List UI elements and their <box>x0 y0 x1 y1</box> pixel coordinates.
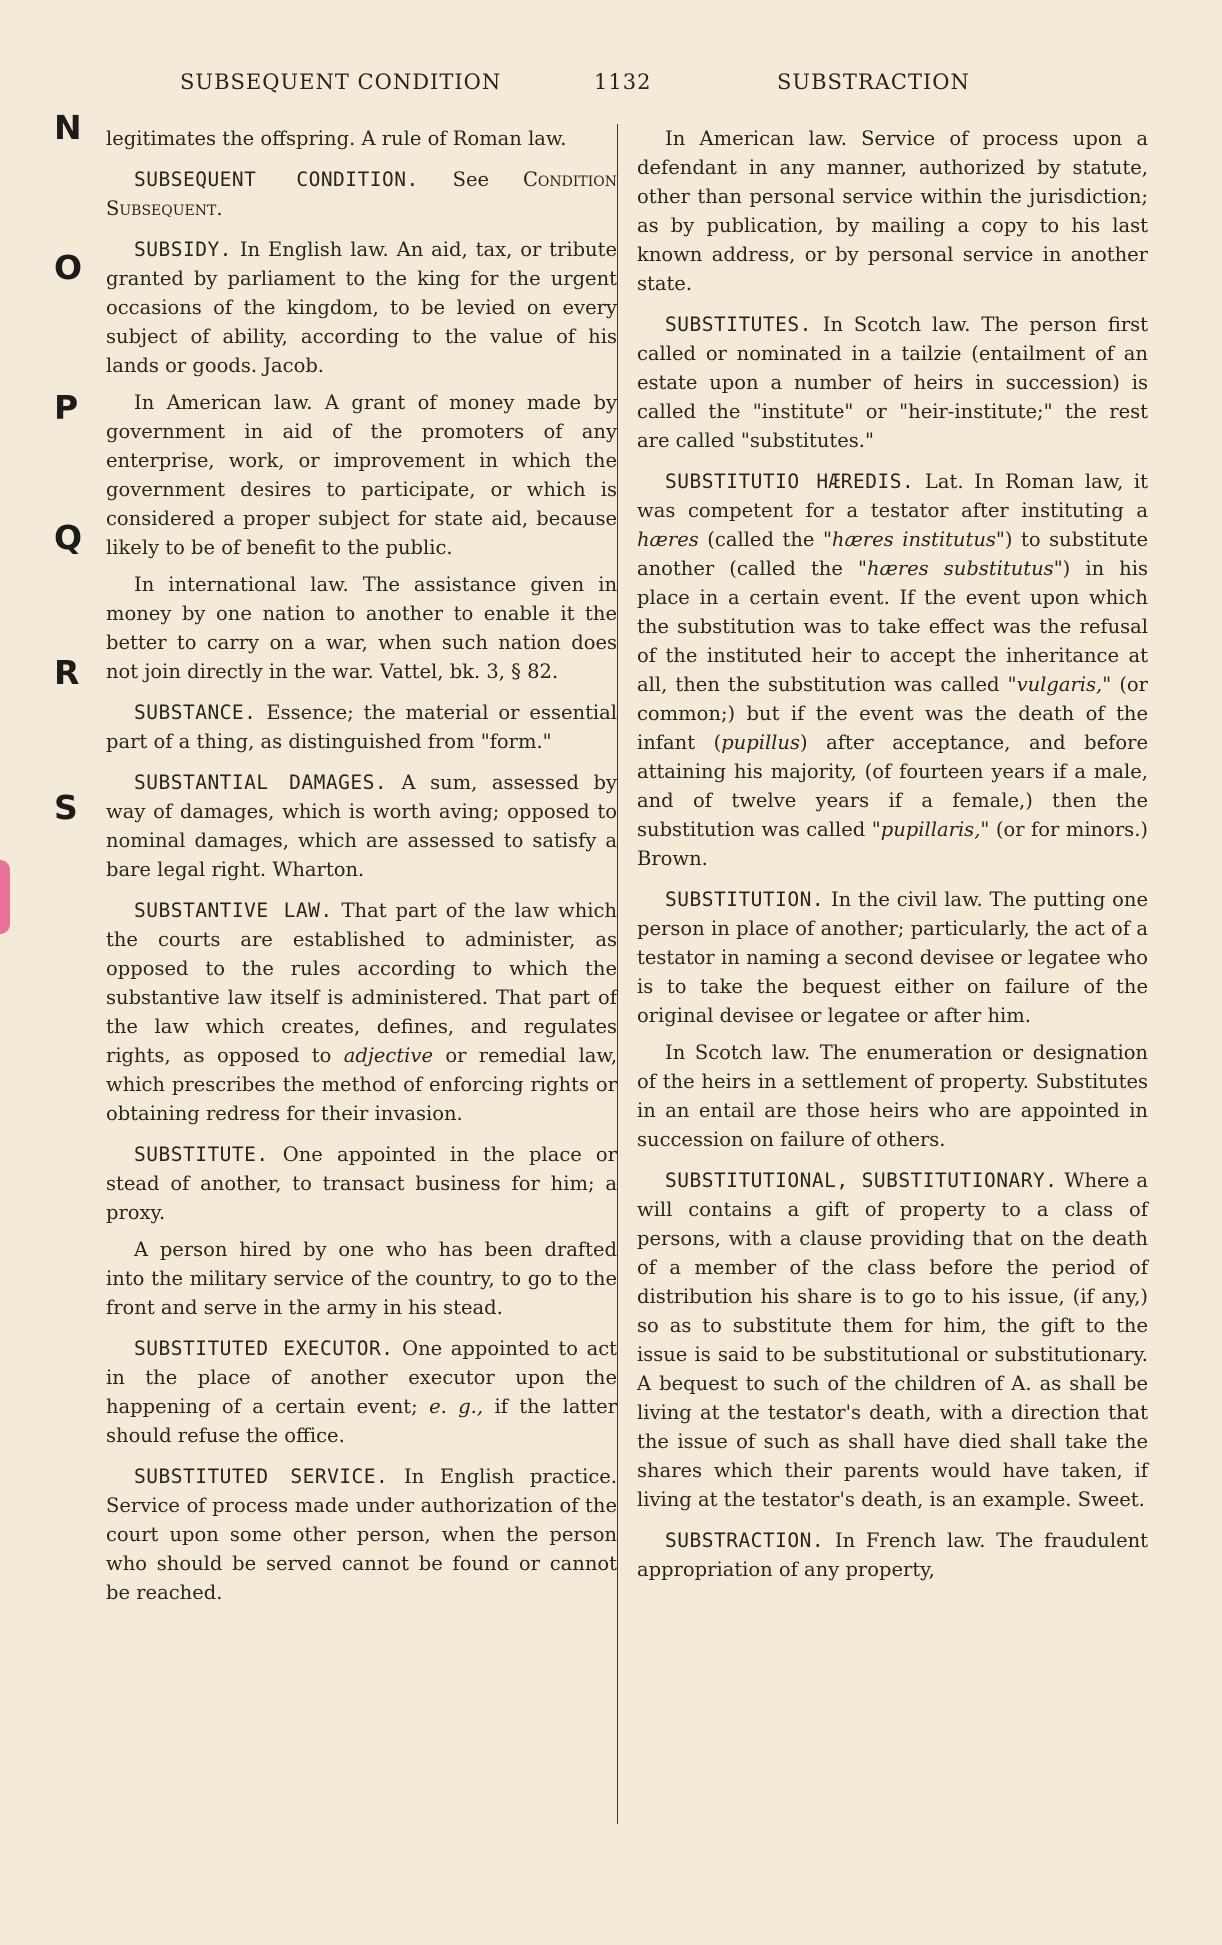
headword: SUBSTRACTION. <box>665 1529 825 1552</box>
continuation-text: legitimates the offspring. A rule of Roman law. <box>106 127 567 150</box>
italic-term: e. g., <box>429 1395 484 1418</box>
right-column <box>637 124 1148 1592</box>
running-head-right: SUBSTRACTION <box>777 70 970 94</box>
running-head-left: SUBSEQUENT CONDITION <box>180 70 502 94</box>
entry-substantive-law <box>106 896 617 1128</box>
italic-term: pupillaris, <box>880 818 981 841</box>
entry-substantial-damages <box>106 768 617 884</box>
definition-text: Where a will contains a gift of property to a class of persons, with a clause providing that on the death of a member of the class before the period of distribution his share is to go to his issue, (if any,) so as to substitute them for him, the gift to the issue is said to be substitutional or substitutionary. A bequest to such of the children of A. as shall be living at the testator's death, with a direction that the issue of such as shall have died shall take the shares which their parents would have taken, if living at the testator's death, is an example. Sweet. <box>637 1169 1149 1511</box>
headword: SUBSTANTIVE LAW. <box>134 899 333 922</box>
definition-text: In Scotch law. The enumeration or designation of the heirs in a settlement of property. Substitutes in an entail are those heirs who are appointed in succession on failure of others. <box>637 1041 1148 1151</box>
definition-text: " (or common;) but if the event was the death of the infant ( <box>637 673 1148 754</box>
running-head <box>0 66 1222 106</box>
headword: SUBSTITUTIONAL, SUBSTITUTIONARY. <box>665 1169 1058 1192</box>
headword: SUBSTITUTED SERVICE. <box>134 1465 389 1488</box>
thumb-index-letter-p[interactable]: P <box>54 388 79 427</box>
thumb-index <box>46 108 96 868</box>
entry-substraction <box>637 1526 1148 1584</box>
definition-text: In English law. An aid, tax, or tribute granted by parliament to the king for the urgent occasions of the kingdom, to be levied on every subject of ability, according to the value of his lands or goods. Jacob. <box>106 238 617 377</box>
entry-substance <box>106 698 617 756</box>
definition-text: Essence; the material or essential part of a thing, as distinguished from "form." <box>106 701 618 753</box>
definition-text: That part of the law which the courts are established to administer, as opposed to the rules according to which the substantive law itself is administered. That part of the law which creates, defines, and regulates rights, as opposed to <box>106 899 617 1067</box>
italic-term: pupillus <box>721 731 800 754</box>
entry-substituted-executor <box>106 1334 617 1450</box>
definition-text: A person hired by one who has been drafted into the military service of the country, to go to the front and serve in the army in his stead. <box>106 1238 617 1319</box>
definition-text: In English practice. Service of process made under authorization of the court upon some other person, when the person who should be served cannot be found or cannot be reached. <box>106 1465 617 1604</box>
entry-substitute <box>106 1140 617 1322</box>
definition-text: or remedial law, which prescribes the method of enforcing rights or obtaining redress for their invasion. <box>106 1044 618 1125</box>
headword: SUBSTANCE. <box>134 701 257 724</box>
entry-substitutes <box>637 310 1148 455</box>
entry-subsidy <box>106 235 617 686</box>
definition-text: One appointed to act in the place of another executor upon the happening of a certain event; <box>106 1337 617 1418</box>
see-label: See <box>452 168 490 191</box>
continuation-text: In American law. Service of process upon a defendant in any manner, authorized by statute, other than personal service within the jurisdiction; as by publication, by mailing a copy to his last known address, or by personal service in another state. <box>637 127 1148 295</box>
thumb-index-letter-s[interactable]: S <box>54 788 78 827</box>
thumb-index-letter-o[interactable]: O <box>54 248 83 287</box>
definition-text: " (or for minors.) Brown. <box>637 818 1148 870</box>
thumb-index-letter-q[interactable]: Q <box>54 518 83 557</box>
headword: SUBSEQUENT CONDITION. <box>134 168 419 191</box>
page-edge-tab <box>0 860 10 934</box>
headword: SUBSTITUTE. <box>134 1143 269 1166</box>
definition-text: A sum, assessed by way of damages, which is worth aving; opposed to nominal damages, which are assessed to satisfy a bare legal right. Wharton. <box>106 771 617 881</box>
italic-term: hæres <box>637 528 699 551</box>
definition-text: In American law. A grant of money made by government in aid of the promoters of any enterprise, work, or improvement in which the government desires to participate, or which is considered a proper subject for state aid, because likely to be of benefit to the public. <box>106 391 617 559</box>
entry-substitution <box>637 885 1148 1154</box>
headword: SUBSTITUTION. <box>665 888 825 911</box>
headword: SUBSIDY. <box>134 238 232 261</box>
entry-substitutional <box>637 1166 1148 1514</box>
definition-text: In the civil law. The putting one person in place of another; particularly, the act of a testator in naming a second devisee or legatee who is to take the bequest either on failure of the original devisee or legatee or after him. <box>637 888 1148 1027</box>
definition-text: if the latter should refuse the office. <box>106 1395 617 1447</box>
definition-text: ) after acceptance, and before attaining his majority, (of fourteen years if a male, and of twelve years if a female,) then the substitution was called " <box>637 731 1148 841</box>
italic-term: adjective <box>343 1044 433 1067</box>
column-divider <box>617 124 618 1824</box>
definition-text: In Scotch law. The person first called or nominated in a tailzie (entailment of an estate upon a number of heirs in succession) is called the "institute" or "heir-institute;" the rest are called "substitutes." <box>637 313 1148 452</box>
entry-subsequent-condition <box>106 165 617 223</box>
headword: SUBSTITUTES. <box>665 313 812 336</box>
thumb-index-letter-r[interactable]: R <box>54 653 80 692</box>
thumb-index-letter-n[interactable]: N <box>54 108 82 147</box>
definition-text: Lat. In Roman law, it was competent for a testator after instituting a <box>637 470 1148 522</box>
headword: SUBSTANTIAL DAMAGES. <box>134 771 388 794</box>
italic-term: hæres institutus <box>831 528 996 551</box>
italic-term: hæres substitutus <box>866 557 1054 580</box>
entry-substituted-service <box>106 1462 617 1607</box>
left-column <box>106 124 617 1615</box>
cross-reference[interactable]: Condition Subsequent. <box>106 168 618 220</box>
definition-text: (called the " <box>707 528 832 551</box>
definition-text: In international law. The assistance given in money by one nation to another to enable it the better to carry on a war, when such nation does not join directly in the war. Vattel, bk. 3, § 82. <box>106 573 617 683</box>
definition-text: ") in his place in a certain event. If the event upon which the substitution was to take effect was the refusal of the instituted heir to accept the inheritance at all, then the substitution was called " <box>637 557 1148 696</box>
headword: SUBSTITUTED EXECUTOR. <box>134 1337 394 1360</box>
italic-term: vulgaris, <box>1016 673 1103 696</box>
definition-text: One appointed in the place or stead of another, to transact business for him; a proxy. <box>106 1143 617 1224</box>
definition-text: ") to substitute another (called the " <box>637 528 1149 580</box>
entry-substitutio-haeredis <box>637 467 1148 873</box>
page-number: 1132 <box>594 70 652 94</box>
definition-text: In French law. The fraudulent appropriation of any property, <box>637 1529 1149 1581</box>
headword: SUBSTITUTIO HÆREDIS. <box>665 470 915 493</box>
